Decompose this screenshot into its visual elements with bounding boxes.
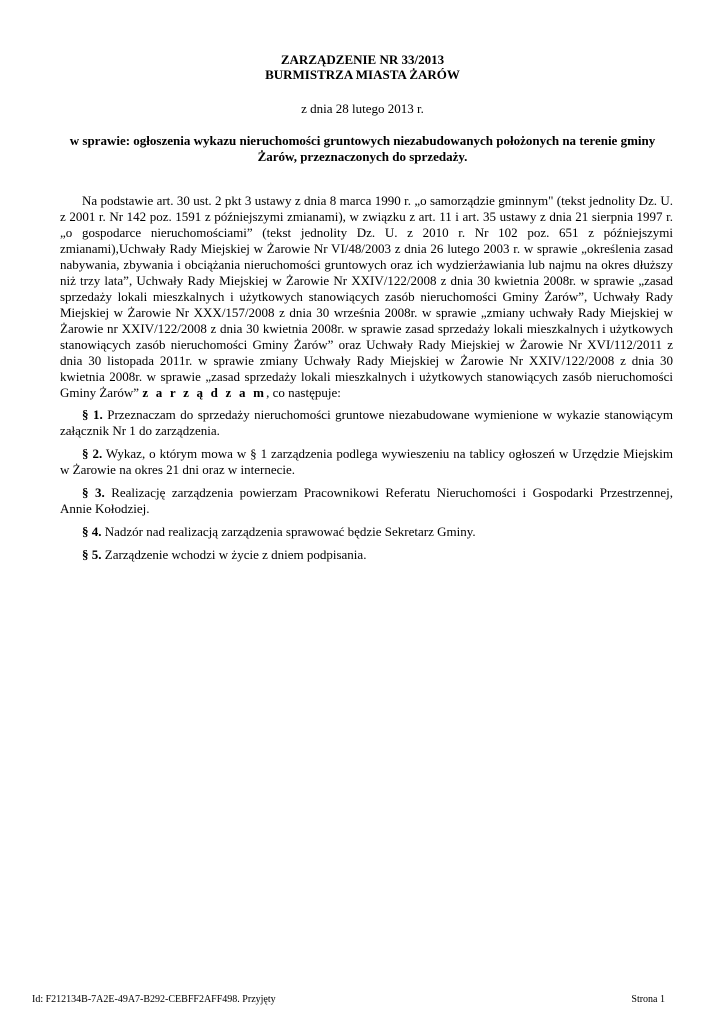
paragraph-5-number: § 5.: [82, 547, 102, 562]
paragraph-2-text: Wykaz, o którym mowa w § 1 zarządzenia podlega wywieszeniu na tablicy ogłoszeń w Urzędzie Miejskim w Żarowie na okres 21 dni oraz w internecie.: [60, 446, 673, 477]
subject-line-1: w sprawie: ogłoszenia wykazu nieruchomości gruntowych niezabudowanych położonych na terenie gminy: [69, 133, 656, 148]
document-date: z dnia 28 lutego 2013 r.: [301, 101, 424, 116]
subject-line-2: Żarów, przeznaczonych do sprzedaży.: [257, 149, 468, 164]
paragraph-3-text: Realizację zarządzenia powierzam Pracownikowi Referatu Nieruchomości i Gospodarki Przestrzennej, Annie Kołodziej.: [60, 485, 674, 516]
paragraph-3-number: § 3.: [82, 485, 105, 500]
title-line-2: BURMISTRZA MIASTA ŻARÓW: [265, 67, 460, 82]
decree-word: z a r z ą d z a m: [142, 385, 267, 400]
paragraph-1-number: § 1.: [82, 407, 103, 422]
page-footer: [32, 994, 665, 1006]
document-title: [60, 52, 665, 82]
paragraph-4-text: Nadzór nad realizacją zarządzenia sprawować będzie Sekretarz Gminy.: [104, 524, 476, 539]
paragraph-5: [60, 547, 673, 563]
paragraph-1-text: Przeznaczam do sprzedaży nieruchomości gruntowe niezabudowane wymienione w wykazie stanowiącym załącznik Nr 1 do zarządzenia.: [60, 407, 674, 438]
paragraph-3: [60, 485, 673, 517]
page-number: Strona 1: [631, 994, 665, 1005]
legal-basis-paragraph: [60, 193, 673, 401]
paragraph-1: [60, 407, 673, 439]
paragraph-5-text: Zarządzenie wchodzi w życie z dniem podpisania.: [104, 547, 367, 562]
paragraph-2-number: § 2.: [82, 446, 103, 461]
title-line-1: ZARZĄDZENIE NR 33/2013: [280, 52, 445, 67]
document-subject: [60, 133, 665, 165]
paragraph-4: [60, 524, 673, 540]
document-body: [60, 193, 673, 570]
legal-basis-end: , co następuje:: [266, 385, 341, 400]
legal-basis-text: Na podstawie art. 30 ust. 2 pkt 3 ustawy z dnia 8 marca 1990 r. „o samorządzie gminnym" (tekst jednolity Dz. U. z 2001 r. Nr 142 poz. 1591 z późniejszymi zmianami), w związku z art. 11 i art. 35 ustawy z dnia 21 sierpnia 1997 r. „o gospodarce nieruchomościami” (tekst jednolity Dz. U. z 2010 r. Nr 102 poz. 651 z późniejszymi zmianami),Uchwały Rady Miejskiej w Żarowie Nr VI/48/2003 z dnia 26 lutego 2003 r. w sprawie „określenia zasad nabywania, zbywania i obciążania nieruchomości gruntowych oraz ich wydzierżawiania lub najmu na okres dłuższy niż trzy lata”, Uchwały Rady Miejskiej w Żarowie Nr XXIV/122/2008 z dnia 30 kwietnia 2008r. w sprawie „zasad sprzedaży lokali mieszkalnych i użytkowych stanowiących zasób nieruchomości Gminy Żarów”, Uchwały Rady Miejskiej w Żarowie Nr XXX/157/2008 z dnia 30 września 2008r. w sprawie „zmiany uchwały Rady Miejskiej w Żarowie nr XXIV/122/2008 z dnia 30 kwietnia 2008r. w sprawie zasad sprzedaży lokali mieszkalnych i użytkowych stanowiących zasób nieruchomości Gminy Żarów” oraz Uchwały Rady Miejskiej w Żarowie Nr XVI/112/2011 z dnia 30 listopada 2011r. w sprawie zmiany Uchwały Rady Miejskiej w Żarowie Nr XXIV/122/2008 z dnia 30 kwietnia 2008r. w sprawie „zasad sprzedaży lokali mieszkalnych i użytkowych stanowiących zasób nieruchomości Gminy Żarów”: [60, 193, 673, 400]
document-id: Id: F212134B-7A2E-49A7-B292-CEBFF2AFF498. Przyjęty: [32, 994, 276, 1005]
paragraph-4-number: § 4.: [82, 524, 102, 539]
paragraph-2: [60, 446, 673, 478]
